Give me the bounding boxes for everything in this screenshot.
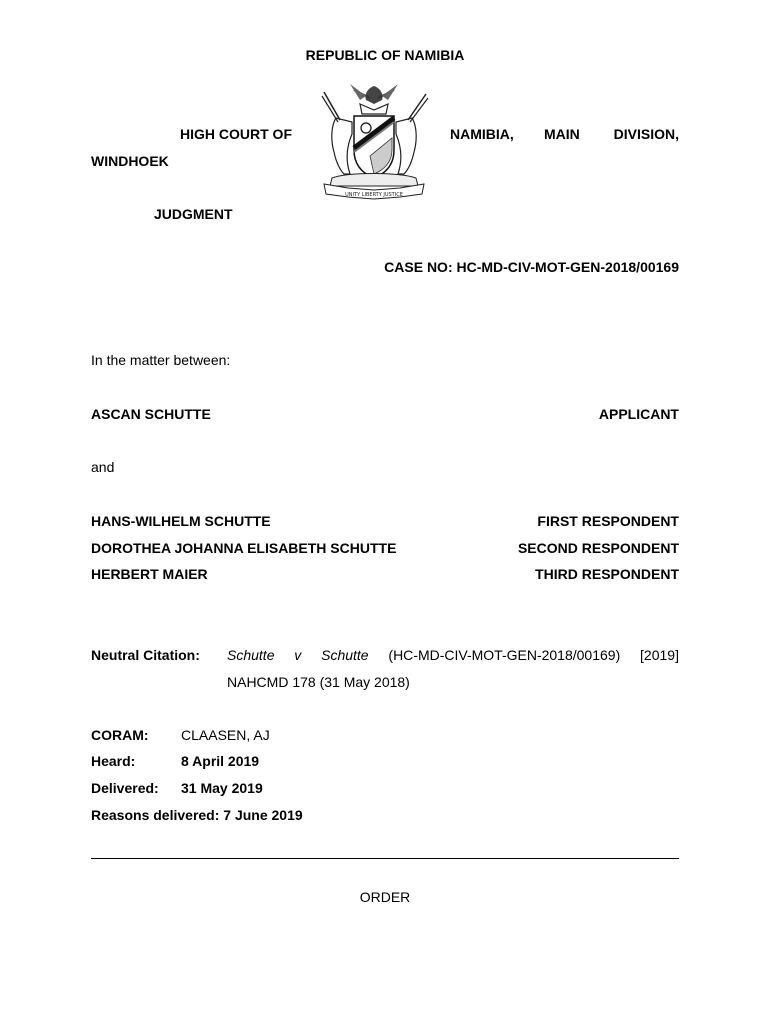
reasons-delivered: Reasons delivered: 7 June 2019: [91, 807, 303, 823]
court-line-word-division: DIVISION,: [613, 126, 679, 142]
respondent-role: THIRD RESPONDENT: [535, 566, 679, 582]
and-text: and: [91, 459, 115, 475]
citation-line-2: NAHCMD 178 (31 May 2018): [227, 674, 410, 690]
delivered-value: 31 May 2019: [181, 780, 263, 796]
republic-heading: REPUBLIC OF NAMIBIA: [305, 47, 465, 63]
heard-value: 8 April 2019: [181, 753, 260, 769]
citation-case-word: Schutte: [227, 647, 275, 663]
applicant-role: APPLICANT: [598, 406, 679, 422]
applicant-name: ASCAN SCHUTTE: [91, 406, 211, 422]
coram-label: CORAM:: [91, 727, 149, 743]
respondent-name: DOROTHEA JOHANNA ELISABETH SCHUTTE: [91, 540, 397, 556]
court-line-left: HIGH COURT OF: [180, 126, 292, 142]
horizontal-divider: [91, 858, 679, 859]
coram-value: CLAASEN, AJ: [181, 727, 270, 743]
citation-label: Neutral Citation:: [91, 647, 200, 663]
respondent-name: HERBERT MAIER: [91, 566, 208, 582]
citation-line-1: [227, 647, 679, 663]
svg-text:UNITY LIBERTY JUSTICE: UNITY LIBERTY JUSTICE: [345, 192, 403, 198]
court-line-windhoek: WINDHOEK: [91, 153, 169, 169]
citation-case-number: (HC-MD-CIV-MOT-GEN-2018/00169): [388, 647, 621, 663]
respondent-name: HANS-WILHELM SCHUTTE: [91, 513, 271, 529]
document-type: JUDGMENT: [154, 206, 233, 222]
respondent-role: FIRST RESPONDENT: [537, 513, 679, 529]
court-line-word-main: MAIN: [544, 126, 580, 142]
coat-of-arms-emblem: [314, 78, 434, 202]
case-number: CASE NO: HC-MD-CIV-MOT-GEN-2018/00169: [384, 259, 679, 275]
order-heading: ORDER: [359, 889, 411, 905]
citation-case-word: Schutte: [321, 647, 369, 663]
delivered-label: Delivered:: [91, 780, 159, 796]
heard-label: Heard:: [91, 753, 136, 769]
citation-case-word: v: [294, 647, 302, 663]
court-line-word-namibia: NAMIBIA,: [450, 126, 514, 142]
parties-intro: In the matter between:: [91, 352, 231, 368]
citation-year: [2019]: [640, 647, 679, 663]
respondent-role: SECOND RESPONDENT: [517, 540, 679, 556]
